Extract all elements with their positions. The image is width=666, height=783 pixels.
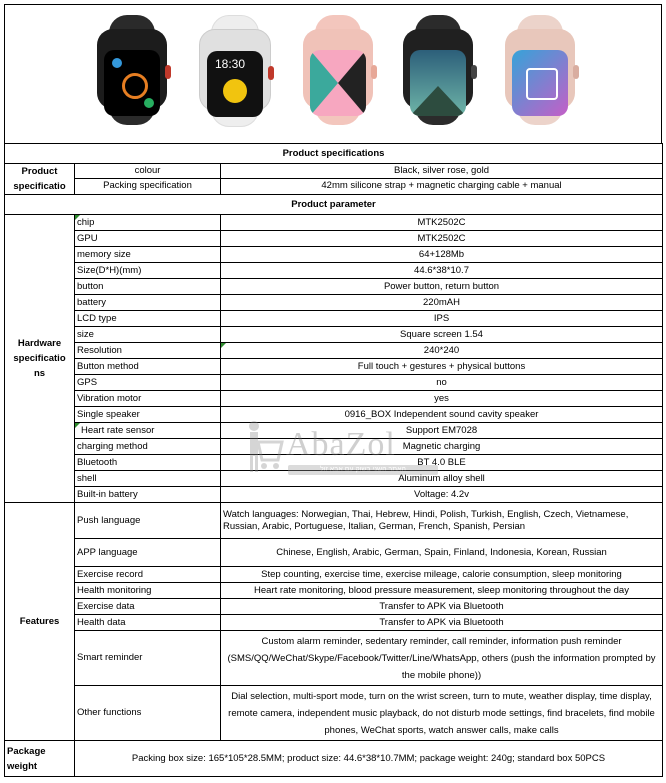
table-row [5,247,663,263]
row-value: Step counting, exercise time, exercise mileage, calorie consumption, sleep monitoring [221,567,663,583]
spec-table [4,143,663,777]
table-row [5,567,663,583]
table-row [5,407,663,423]
table-row [5,503,663,539]
row-label: LCD type [75,311,221,327]
row-label: Built-in battery [75,487,221,503]
row-label: Health data [75,615,221,631]
param-title: Product parameter [5,195,663,215]
product-photos: 18:30 [4,4,662,143]
package-value: Packing box size: 165*105*28.5MM; product size: 44.6*38*10.7MM; package weight: 240g; standard box 50PCS [75,741,663,777]
row-label: Other functions [75,686,221,741]
table-row [5,295,663,311]
row-value: 42mm silicone strap + magnetic charging cable + manual [221,178,663,194]
row-value: 240*240 [221,343,663,359]
section-features: Features [5,503,75,741]
row-label: Health monitoring [75,583,221,599]
row-label: Bluetooth [75,455,221,471]
table-row [5,423,663,439]
row-label: shell [75,471,221,487]
table-row [5,375,663,391]
row-value: Watch languages: Norwegian, Thai, Hebrew, Hindi, Polish, Turkish, English, Czech, Vietnamese, Russian, Arabic, Portuguese, Italian, German, French, Spanish, Persian [221,503,663,539]
row-value: Transfer to APK via Bluetooth [221,599,663,615]
row-label: Vibration motor [75,391,221,407]
row-label: charging method [75,439,221,455]
row-value: Black, silver rose, gold [221,164,663,179]
table-row [5,311,663,327]
table-row [5,455,663,471]
row-value: 220mAH [221,295,663,311]
row-label: Push language [75,503,221,539]
row-label: Smart reminder [75,631,221,686]
row-label: Single speaker [75,407,221,423]
row-value: 64+128Mb [221,247,663,263]
table-row [5,487,663,503]
row-label: colour [75,164,221,179]
row-value: Transfer to APK via Bluetooth [221,615,663,631]
table-row [5,471,663,487]
row-label: memory size [75,247,221,263]
section-product-spec: Product specificatio [5,164,75,195]
row-label: Button method [75,359,221,375]
section-package: Package weight [5,741,75,777]
row-label: GPS [75,375,221,391]
table-row [5,615,663,631]
row-label: APP language [75,539,221,567]
row-label: Exercise record [75,567,221,583]
row-label: button [75,279,221,295]
watermark-tagline: האתר השני בשוק עם אבא זול [288,465,438,475]
row-value: Chinese, English, Arabic, German, Spain, Finland, Indonesia, Korean, Russian [221,539,663,567]
row-value: yes [221,391,663,407]
row-label: battery [75,295,221,311]
row-label: size [75,327,221,343]
table-row [5,741,663,777]
watermark-brand: AbaZol [286,426,396,463]
row-label: Heart rate sensor [75,423,221,439]
spec-title: Product specifications [5,144,663,164]
table-row [5,599,663,615]
table-row [5,263,663,279]
table-row [5,279,663,295]
row-label: chip [75,215,221,231]
row-value: Full touch + gestures + physical buttons [221,359,663,375]
row-value: Heart rate monitoring, blood pressure measurement, sleep monitoring throughout the day [221,583,663,599]
row-value: Square screen 1.54 [221,327,663,343]
row-value: Voltage: 4.2v [221,487,663,503]
table-row [5,539,663,567]
row-value: Dial selection, multi-sport mode, turn on the wrist screen, turn to mute, weather display, time display, remote camera, independent music playback, do not disturb mode settings, find bracelets, find mobile phones, WeChat sports, watch answer calls, make calls [221,686,663,741]
row-value: BT 4.0 BLE [221,455,663,471]
row-value: Power button, return button [221,279,663,295]
row-value: 0916_BOX Independent sound cavity speaker [221,407,663,423]
table-row [5,359,663,375]
table-row [5,439,663,455]
row-value: MTK2502C [221,231,663,247]
table-row [5,327,663,343]
row-value: no [221,375,663,391]
row-value: Magnetic charging [221,439,663,455]
table-row [5,631,663,686]
table-row [5,215,663,231]
row-value: Custom alarm reminder, sedentary reminder, call reminder, information push reminder (SMS/QQ/WeChat/Skype/Facebook/Twitter/Line/WhatsApp, others (push the information prompted by the mobile phone)) [221,631,663,686]
row-value: IPS [221,311,663,327]
row-label: Packing specification [75,178,221,194]
section-hardware: Hardware specificatio ns [5,215,75,503]
row-value: Aluminum alloy shell [221,471,663,487]
table-row [5,343,663,359]
table-row [5,231,663,247]
table-row [5,686,663,741]
row-label: Size(D*H)(mm) [75,263,221,279]
row-value: MTK2502C [221,215,663,231]
row-label: Resolution [75,343,221,359]
row-value: Support EM7028 [221,423,663,439]
table-row [5,583,663,599]
row-value: 44.6*38*10.7 [221,263,663,279]
row-label: GPU [75,231,221,247]
table-row [5,391,663,407]
row-label: Exercise data [75,599,221,615]
